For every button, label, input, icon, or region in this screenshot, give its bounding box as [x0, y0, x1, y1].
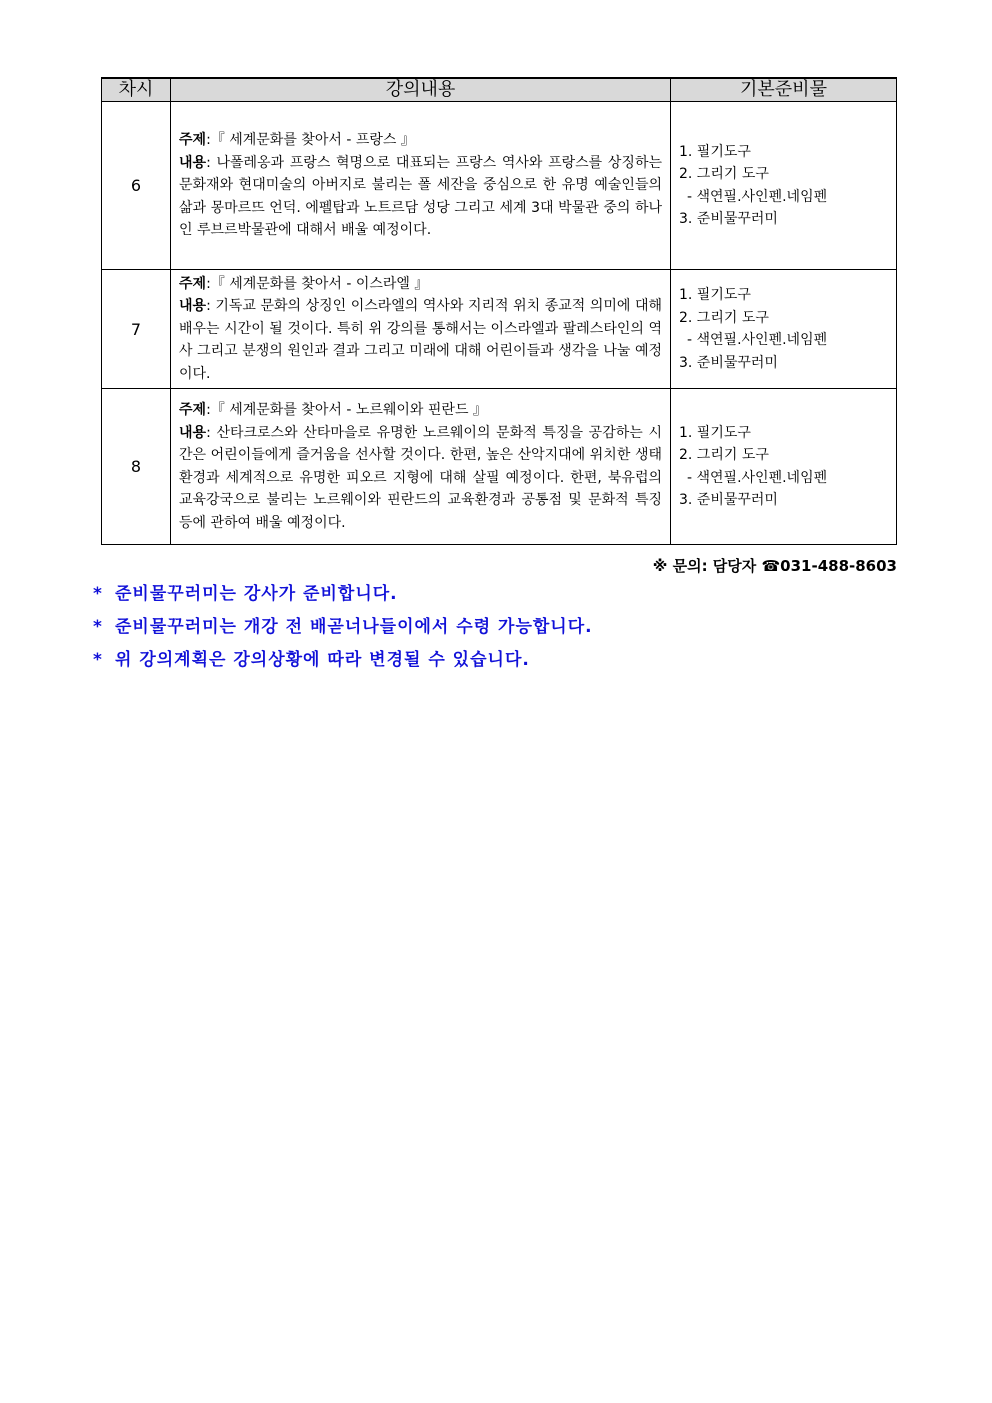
- header-content: 강의내용: [171, 78, 671, 102]
- topic-text: :『 세계문화를 찾아서 - 이스라엘 』: [206, 275, 429, 292]
- topic-line: [179, 273, 662, 296]
- session-number: 8: [102, 389, 171, 545]
- note-bullet: *: [93, 650, 103, 670]
- header-session: 차시: [102, 78, 171, 102]
- materials-item: 2. 그리기 도구: [679, 166, 769, 182]
- materials-item: 3. 준비물꾸러미: [679, 211, 778, 227]
- materials-item: 3. 준비물꾸러미: [679, 354, 778, 371]
- materials-item: 1. 필기도구: [679, 143, 751, 160]
- lecture-content: [171, 389, 671, 545]
- note-text: 위 강의계획은 강의상황에 따라 변경될 수 있습니다.: [115, 650, 530, 670]
- materials-item: 3. 준비물꾸러미: [679, 492, 778, 508]
- content-label: 내용: [179, 298, 207, 315]
- materials-list: [671, 102, 897, 270]
- lecture-schedule-table: [101, 77, 897, 545]
- topic-text: :『 세계문화를 찾아서 - 프랑스 』: [206, 132, 415, 149]
- note-item: [93, 649, 593, 682]
- content-label: 내용: [179, 424, 207, 441]
- note-text: 준비물꾸러미는 강사가 준비합니다.: [115, 584, 398, 604]
- lecture-content: [171, 270, 671, 389]
- materials-item: 1. 필기도구: [679, 424, 751, 441]
- topic-text: :『 세계문화를 찾아서 - 노르웨이와 핀란드 』: [206, 402, 487, 418]
- content-label: 내용: [179, 154, 207, 171]
- materials-subitem: - 색연필.사인펜.네임펜: [687, 332, 828, 348]
- content-line: [179, 295, 662, 385]
- content-line: [179, 152, 662, 242]
- table-row: [102, 102, 897, 270]
- materials-subitem: - 색연필.사인펜.네임펜: [687, 188, 828, 205]
- note-bullet: *: [93, 617, 103, 637]
- content-text: : 기독교 문화의 상징인 이스라엘의 역사와 지리적 위치 종교적 의미에 대해 배우는 시간이 될 것이다. 특히 위 강의를 통해서는 이스라엘과 팔레스타인의 역사 그리고 분쟁의 원인과 결과 그리고 미래에 대해 어린이들과 생각을 나눌 예정이다.: [179, 298, 662, 382]
- materials-subitem: - 색연필.사인펜.네임펜: [687, 469, 828, 486]
- note-item: [93, 616, 593, 649]
- content-line: [179, 422, 662, 535]
- topic-label: 주제: [179, 402, 207, 418]
- content-text: : 나폴레옹과 프랑스 혁명으로 대표되는 프랑스 역사와 프랑스를 상징하는 문화재와 현대미술의 아버지로 불리는 폴 세잔을 중심으로 한 유명 예술인들의 삶과 몽마르뜨 언덕. 에펠탑과 노트르담 성당 그리고 세계 3대 박물관 중의 하나인 루브르박물관에 대해서 배울 예정이다.: [179, 154, 662, 239]
- notes-list: [93, 583, 593, 682]
- topic-line: [179, 129, 662, 152]
- lecture-content: [171, 102, 671, 270]
- materials-item: 2. 그리기 도구: [679, 309, 769, 326]
- note-text: 준비물꾸러미는 개강 전 배곧너나들이에서 수령 가능합니다.: [115, 617, 593, 637]
- note-bullet: *: [93, 584, 103, 604]
- topic-label: 주제: [179, 275, 207, 292]
- header-materials: 기본준비물: [671, 78, 897, 102]
- note-item: [93, 583, 593, 616]
- materials-item: 1. 필기도구: [679, 287, 751, 303]
- topic-line: [179, 399, 662, 422]
- session-number: 6: [102, 102, 171, 270]
- materials-list: [671, 270, 897, 389]
- table-header-row: [102, 78, 897, 102]
- topic-label: 주제: [179, 132, 207, 149]
- content-text: : 산타크로스와 산타마을로 유명한 노르웨이의 문화적 특징을 공감하는 시간은 어린이들에게 즐거움을 선사할 것이다. 한편, 높은 산악지대에 위치한 생태환경과 세계적으로 유명한 피오르 지형에 대해 살필 예정이다. 한편, 북유럽의 교육강국으로 불리는 노르웨이와 핀란드의 교육환경과 공통점 및 문화적 특징 등에 관하여 배울 예정이다.: [179, 424, 662, 531]
- materials-item: 2. 그리기 도구: [679, 447, 769, 463]
- contact-info: ※ 문의: 담당자 ☎031-488-8603: [652, 557, 897, 575]
- materials-list: [671, 389, 897, 545]
- table-row: [102, 270, 897, 389]
- table-row: [102, 389, 897, 545]
- session-number: 7: [102, 270, 171, 389]
